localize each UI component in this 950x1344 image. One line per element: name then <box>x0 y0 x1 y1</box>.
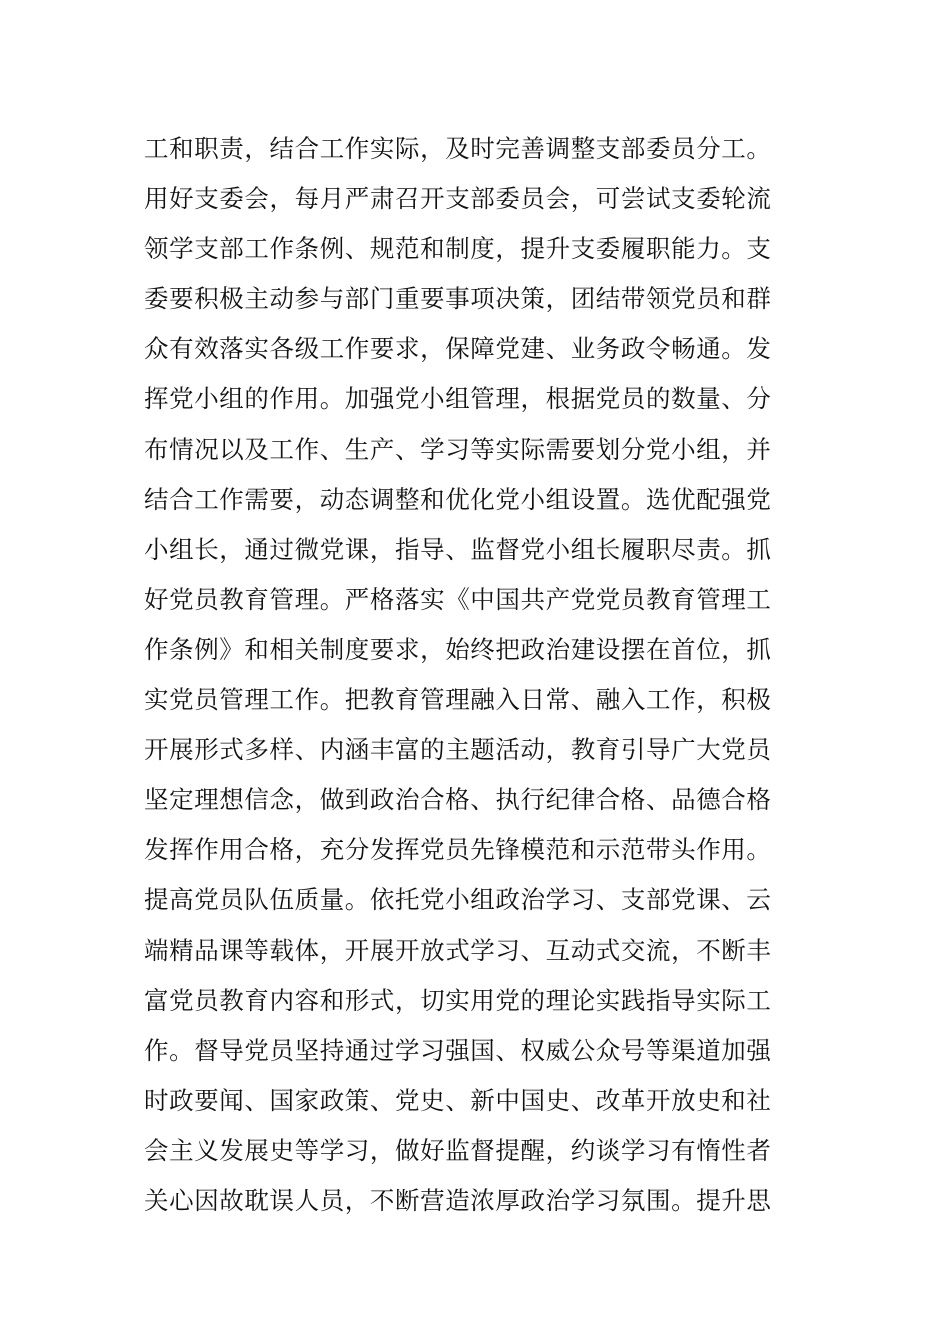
text-line-6: 挥党小组的作用。加强党小组管理，根据党员的数量、分 <box>144 384 772 414</box>
text-line-20: 时政要闻、国家政策、党史、新中国史、改革开放史和社 <box>144 1085 772 1115</box>
text-line-3: 领学支部工作条例、规范和制度，提升支委履职能力。支 <box>144 234 772 264</box>
text-line-4: 委要积极主动参与部门重要事项决策，团结带领党员和群 <box>144 284 772 314</box>
text-line-22: 关心因故耽误人员，不断营造浓厚政治学习氛围。提升思 <box>144 1185 772 1215</box>
text-line-2: 用好支委会，每月严肃召开支部委员会，可尝试支委轮流 <box>144 184 772 214</box>
text-line-9: 小组长，通过微党课，指导、监督党小组长履职尽责。抓 <box>144 534 772 564</box>
body-text <box>144 124 814 1226</box>
text-line-13: 开展形式多样、内涵丰富的主题活动，教育引导广大党员 <box>144 735 772 765</box>
text-line-15: 发挥作用合格，充分发挥党员先锋模范和示范带头作用。 <box>144 835 772 865</box>
text-line-12: 实党员管理工作。把教育管理融入日常、融入工作，积极 <box>144 685 772 715</box>
text-line-8: 结合工作需要，动态调整和优化党小组设置。选优配强党 <box>144 484 772 514</box>
text-line-18: 富党员教育内容和形式，切实用党的理论实践指导实际工 <box>144 985 772 1015</box>
text-line-5: 众有效落实各级工作要求，保障党建、业务政令畅通。发 <box>144 334 772 364</box>
text-line-19: 作。督导党员坚持通过学习强国、权威公众号等渠道加强 <box>144 1035 772 1065</box>
text-line-17: 端精品课等载体，开展开放式学习、互动式交流，不断丰 <box>144 935 772 965</box>
text-line-21: 会主义发展史等学习，做好监督提醒，约谈学习有惰性者 <box>144 1135 772 1165</box>
text-line-16: 提高党员队伍质量。依托党小组政治学习、支部党课、云 <box>144 885 772 915</box>
text-line-11: 作条例》和相关制度要求，始终把政治建设摆在首位，抓 <box>144 634 772 664</box>
text-line-7: 布情况以及工作、生产、学习等实际需要划分党小组，并 <box>144 434 772 464</box>
text-line-10: 好党员教育管理。严格落实《中国共产党党员教育管理工 <box>144 584 772 614</box>
text-line-1: 工和职责，结合工作实际，及时完善调整支部委员分工。 <box>144 134 772 163</box>
text-line-14: 坚定理想信念，做到政治合格、执行纪律合格、品德合格 <box>144 785 772 815</box>
